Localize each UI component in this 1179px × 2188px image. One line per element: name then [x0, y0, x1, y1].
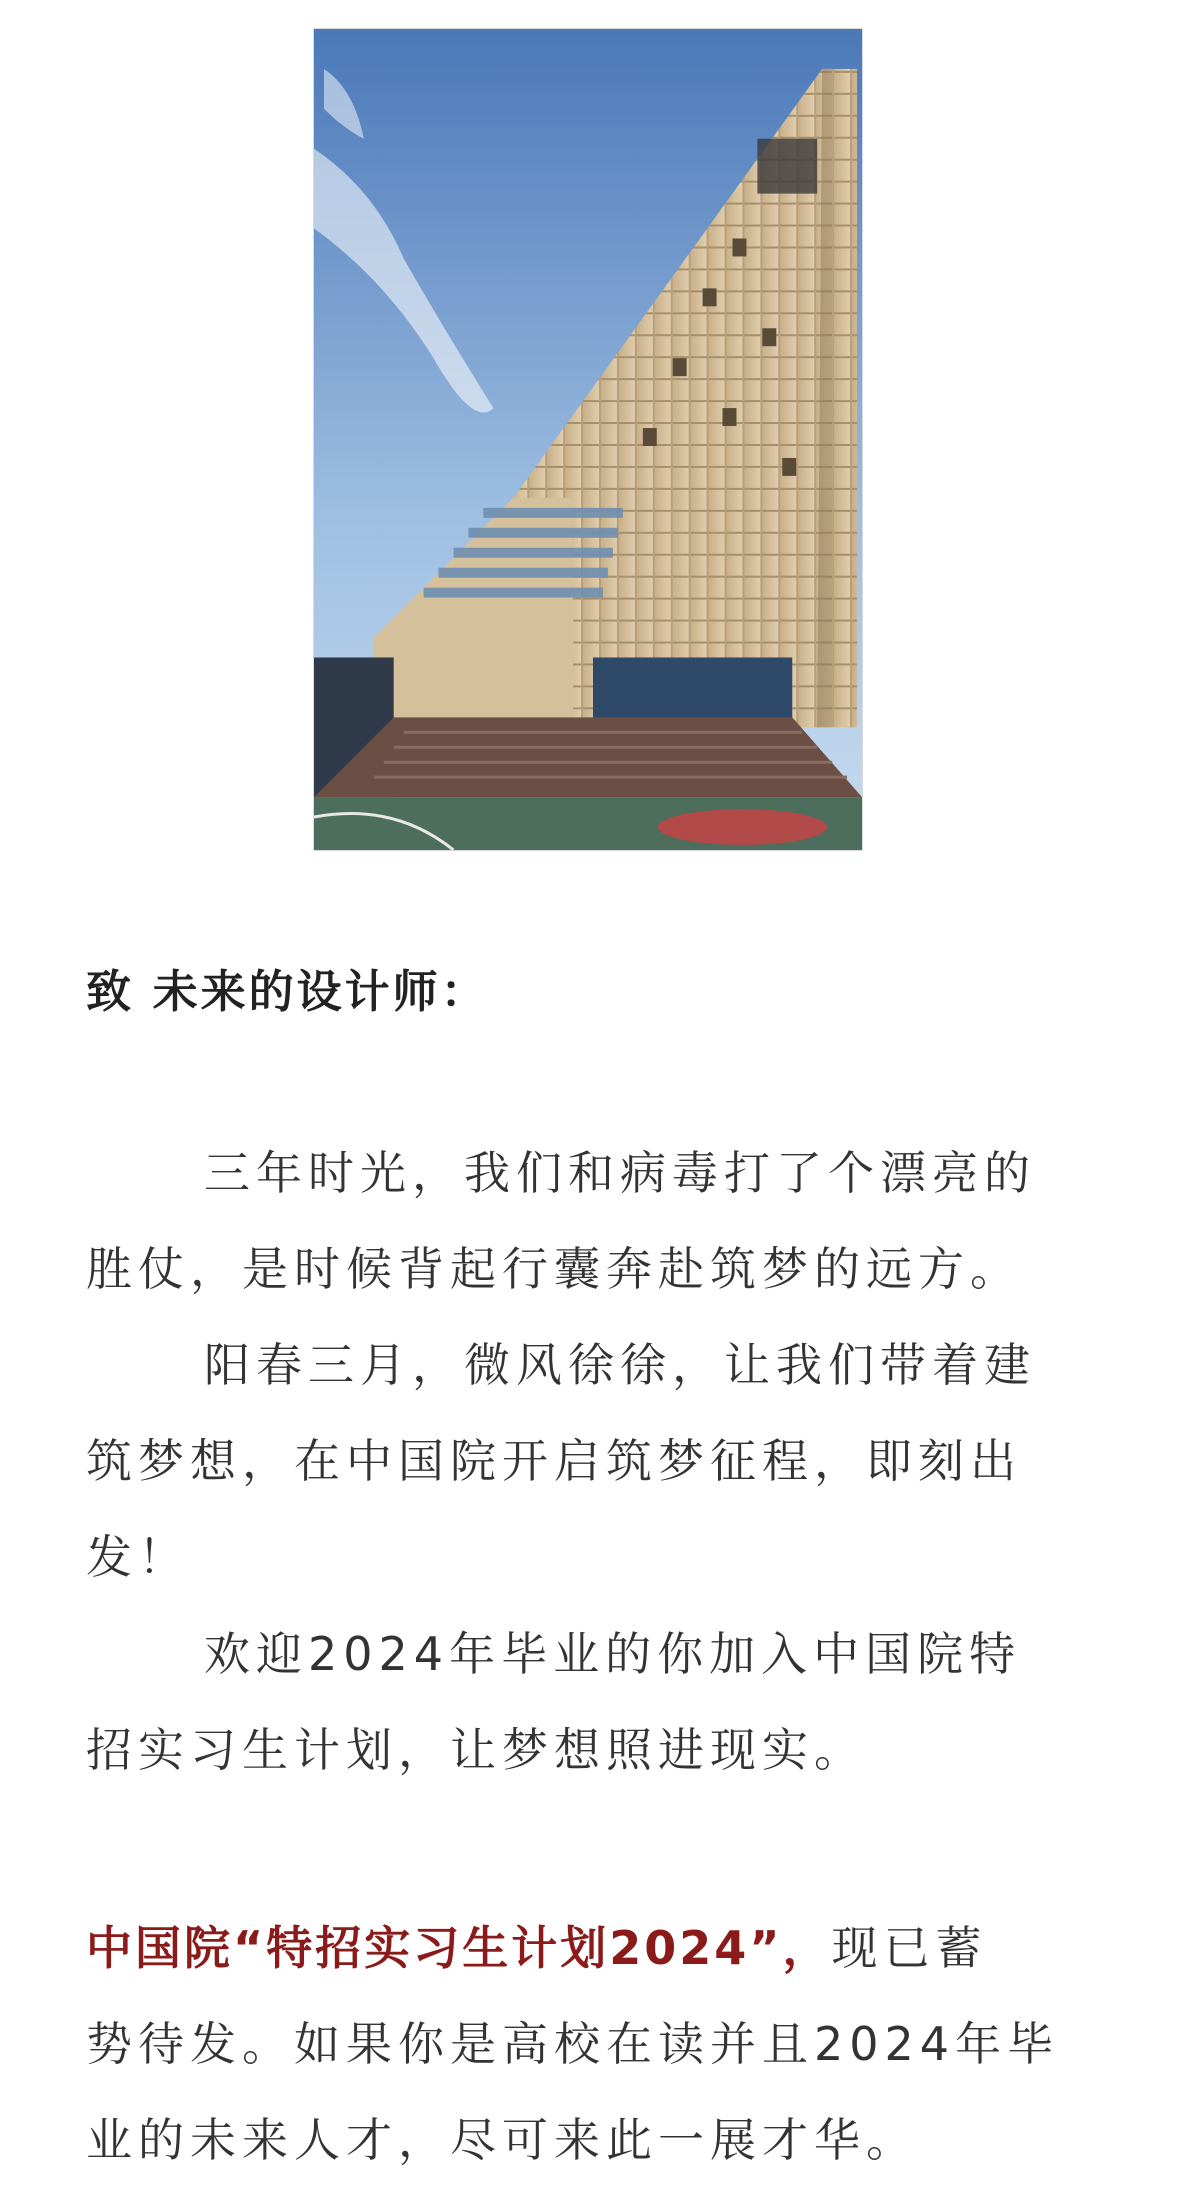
paragraph-line: 势待发。如果你是高校在读并且2024年毕	[86, 2017, 1060, 2071]
paragraph-line: 胜仗，是时候背起行囊奔赴筑梦的远方。	[86, 1242, 1022, 1296]
greeting-heading: 致 未来的设计师：	[86, 965, 489, 1018]
paragraph-line: 欢迎2024年毕业的你加入中国院特	[204, 1627, 1022, 1681]
paragraph-line: 筑梦想，在中国院开启筑梦征程，即刻出	[86, 1434, 1022, 1488]
paragraph-1	[86, 1125, 1096, 1317]
paragraph-line-rest: 现已蓄	[831, 1921, 988, 1975]
paragraph-line	[86, 1900, 1096, 1996]
paragraph-line: 阳春三月，微风徐徐，让我们带着建	[204, 1338, 1036, 1392]
hero-image[interactable]	[313, 28, 863, 851]
paragraph-line: 招实习生计划，让梦想照进现实。	[86, 1723, 866, 1777]
paragraph-3	[86, 1606, 1096, 1798]
highlight-paragraph	[86, 1900, 1096, 2188]
paragraph-line: 发！	[86, 1530, 190, 1584]
building-photo-icon	[314, 29, 862, 850]
program-name-highlight: 中国院“特招实习生计划2024”，	[86, 1921, 832, 1975]
paragraph-line: 业的未来人才，尽可来此一展才华。	[86, 2113, 918, 2167]
paragraph-2	[86, 1317, 1096, 1605]
paragraph-line: 三年时光，我们和病毒打了个漂亮的	[204, 1146, 1036, 1200]
